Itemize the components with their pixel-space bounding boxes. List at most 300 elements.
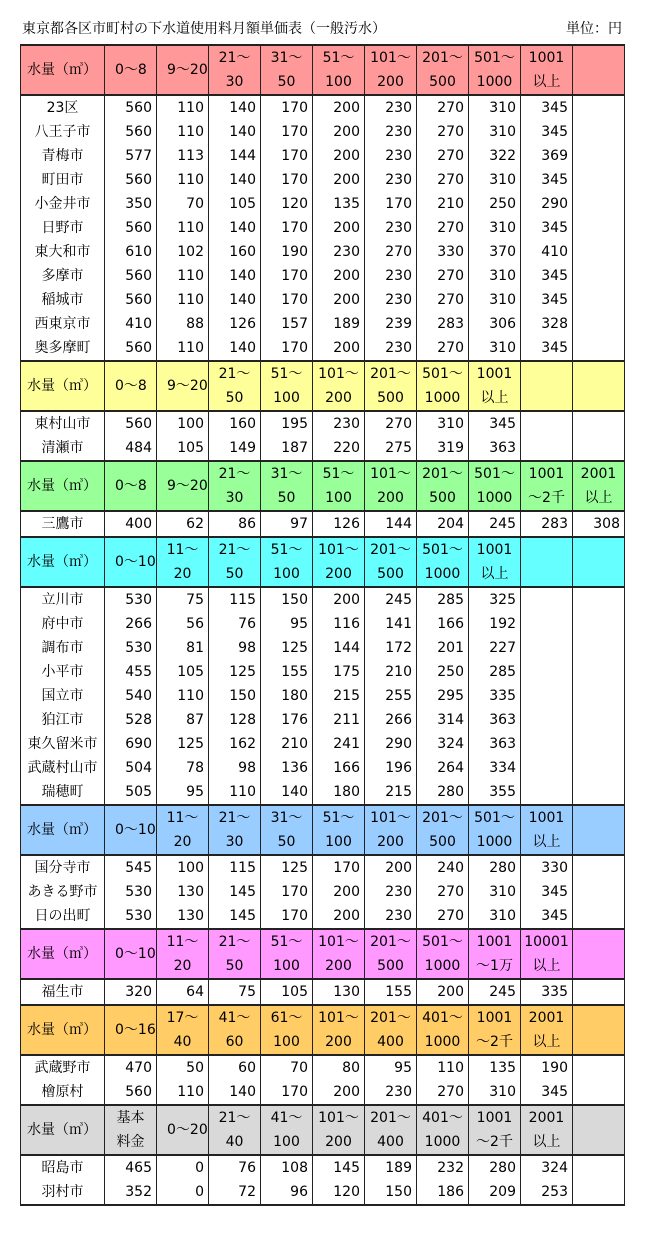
range-end: 500 <box>429 74 456 90</box>
municipality-name: 奥多摩町 <box>21 336 105 361</box>
range-end: 1000 <box>476 834 513 850</box>
rate-cell: 95 <box>365 1055 417 1080</box>
range-end: 以上 <box>532 1034 561 1050</box>
rate-cell <box>521 684 573 708</box>
rate-cell: 81 <box>157 636 209 660</box>
volume-range-header <box>573 361 625 411</box>
rate-cell: 330 <box>417 240 469 264</box>
rate-cell: 270 <box>417 120 469 144</box>
volume-range-header <box>365 45 417 95</box>
rate-cell: 270 <box>365 411 417 436</box>
rate-cell: 100 <box>157 855 209 880</box>
range-start: 201～ <box>422 466 463 482</box>
rate-cell: 162 <box>209 732 261 756</box>
volume-range-header <box>209 805 261 855</box>
range-end: 500 <box>429 834 456 850</box>
rate-cell: 275 <box>365 436 417 461</box>
municipality-name: 昭島市 <box>21 1155 105 1180</box>
rate-cell: 230 <box>313 411 365 436</box>
rate-cell: 144 <box>365 511 417 537</box>
rate-cell: 110 <box>157 95 209 120</box>
rate-cell: 97 <box>261 511 313 537</box>
rate-cell: 180 <box>261 684 313 708</box>
volume-range-header <box>417 1105 469 1155</box>
rate-cell <box>573 855 625 880</box>
rate-cell: 310 <box>469 168 521 192</box>
volume-range-header <box>209 461 261 511</box>
rate-cell: 530 <box>105 904 157 929</box>
rate-cell: 135 <box>469 1055 521 1080</box>
rate-cell: 113 <box>157 144 209 168</box>
rate-cell: 60 <box>209 1055 261 1080</box>
range-end: ～2千 <box>528 490 565 506</box>
rate-cell <box>573 264 625 288</box>
rate-cell <box>521 780 573 805</box>
range-end: 100 <box>325 834 352 850</box>
table-row <box>21 732 625 756</box>
rate-cell: 160 <box>209 411 261 436</box>
range-start: 1001 <box>528 466 565 482</box>
range-start: 2001 <box>528 1010 565 1026</box>
rate-cell: 345 <box>521 216 573 240</box>
rate-cell: 200 <box>313 288 365 312</box>
rate-cell: 75 <box>209 979 261 1005</box>
rate-cell: 126 <box>313 511 365 537</box>
rate-cell: 190 <box>261 240 313 264</box>
rate-cell: 170 <box>261 120 313 144</box>
rate-cell: 95 <box>157 780 209 805</box>
rate-cell: 504 <box>105 756 157 780</box>
range-start: 101～ <box>318 542 359 558</box>
rate-cell: 130 <box>157 880 209 904</box>
municipality-name: 武蔵野市 <box>21 1055 105 1080</box>
volume-range-header <box>209 45 261 95</box>
municipality-name: 青梅市 <box>21 144 105 168</box>
rate-cell: 465 <box>105 1155 157 1180</box>
rate-cell <box>521 612 573 636</box>
volume-range-header <box>521 1005 573 1055</box>
range-start: 21～ <box>218 810 251 826</box>
range-start: 501～ <box>422 934 463 950</box>
rate-cell: 140 <box>209 264 261 288</box>
municipality-name: 稲城市 <box>21 288 105 312</box>
range-start: 21～ <box>218 1110 251 1126</box>
rate-cell: 120 <box>313 1180 365 1205</box>
volume-range-header: 9～20 <box>157 461 209 511</box>
range-start: 10001 <box>524 934 569 950</box>
rate-cell: 110 <box>157 264 209 288</box>
rate-cell: 610 <box>105 240 157 264</box>
range-start: 101～ <box>370 466 411 482</box>
range-start: 501～ <box>422 542 463 558</box>
rate-cell <box>573 1155 625 1180</box>
rate-cell <box>573 660 625 684</box>
range-end: 200 <box>325 958 352 974</box>
rate-cell: 455 <box>105 660 157 684</box>
volume-range-header: 0～8 <box>105 461 157 511</box>
rate-cell: 210 <box>417 192 469 216</box>
rate-cell: 230 <box>365 216 417 240</box>
range-end: 1000 <box>424 958 461 974</box>
municipality-name: 国分寺市 <box>21 855 105 880</box>
rate-cell: 560 <box>105 120 157 144</box>
volume-range-header: 0～8 <box>105 45 157 95</box>
rate-cell: 149 <box>209 436 261 461</box>
volume-range-header <box>521 45 573 95</box>
group-header-row <box>21 45 625 95</box>
volume-range-header <box>417 929 469 979</box>
rate-cell: 115 <box>209 855 261 880</box>
group-header-row <box>21 537 625 587</box>
volume-range-header <box>261 361 313 411</box>
rate-cell: 140 <box>209 168 261 192</box>
range-end: 以上 <box>584 490 613 506</box>
range-start: 51～ <box>270 934 303 950</box>
volume-range-header <box>261 1105 313 1155</box>
range-start: 401～ <box>422 1010 463 1026</box>
municipality-name: 国立市 <box>21 684 105 708</box>
rate-cell <box>573 288 625 312</box>
rate-cell: 330 <box>521 855 573 880</box>
range-start: 21～ <box>218 542 251 558</box>
table-row <box>21 240 625 264</box>
rate-cell <box>573 587 625 612</box>
rate-cell: 105 <box>157 436 209 461</box>
range-end: 30 <box>225 74 244 90</box>
range-end: 50 <box>277 74 296 90</box>
table-row <box>21 979 625 1005</box>
rate-cell: 88 <box>157 312 209 336</box>
rate-cell: 150 <box>261 587 313 612</box>
range-start: 201～ <box>370 1010 411 1026</box>
volume-range-header <box>417 461 469 511</box>
range-start: 31～ <box>270 810 303 826</box>
municipality-name: 檜原村 <box>21 1080 105 1105</box>
rate-cell: 230 <box>365 336 417 361</box>
range-start: 1001 <box>476 366 513 382</box>
table-row <box>21 780 625 805</box>
rate-cell: 400 <box>105 511 157 537</box>
volume-range-header: 9～20 <box>157 361 209 411</box>
rate-cell: 110 <box>157 336 209 361</box>
table-row <box>21 1080 625 1105</box>
volume-range-header <box>469 361 521 411</box>
rate-cell: 320 <box>105 979 157 1005</box>
range-end: 100 <box>273 1134 300 1150</box>
rate-cell: 136 <box>261 756 313 780</box>
volume-label: 水量（㎥） <box>21 45 105 95</box>
rate-cell: 170 <box>261 1080 313 1105</box>
range-start: 1001 <box>476 1110 513 1126</box>
rate-cell: 410 <box>521 240 573 264</box>
municipality-name: 福生市 <box>21 979 105 1005</box>
rate-cell: 560 <box>105 336 157 361</box>
rate-cell: 345 <box>521 168 573 192</box>
rate-cell: 160 <box>209 240 261 264</box>
rate-cell: 266 <box>105 612 157 636</box>
table-row <box>21 436 625 461</box>
volume-range-header <box>521 361 573 411</box>
rate-cell: 56 <box>157 612 209 636</box>
rate-cell <box>573 192 625 216</box>
rate-cell: 141 <box>365 612 417 636</box>
rate-cell: 200 <box>313 587 365 612</box>
rate-cell: 230 <box>365 120 417 144</box>
rate-cell: 270 <box>417 904 469 929</box>
range-end: 40 <box>225 1134 244 1150</box>
volume-range-header <box>313 537 365 587</box>
volume-range-header <box>469 929 521 979</box>
range-end: 60 <box>225 1034 244 1050</box>
rate-cell: 230 <box>313 240 365 264</box>
rate-cell: 345 <box>521 264 573 288</box>
rate-cell: 530 <box>105 636 157 660</box>
volume-range-header <box>157 929 209 979</box>
rate-cell: 345 <box>521 880 573 904</box>
rate-cell: 560 <box>105 168 157 192</box>
rate-cell: 345 <box>521 904 573 929</box>
rate-cell: 176 <box>261 708 313 732</box>
volume-label: 水量（㎥） <box>21 361 105 411</box>
volume-range-header <box>365 1105 417 1155</box>
table-row <box>21 168 625 192</box>
rate-cell: 560 <box>105 95 157 120</box>
table-title: 東京都各区市町村の下水道使用料月額単価表（一般汚水） <box>22 21 386 37</box>
range-start: 201～ <box>370 542 411 558</box>
rate-cell: 200 <box>313 336 365 361</box>
table-row <box>21 880 625 904</box>
rate-cell: 310 <box>469 95 521 120</box>
volume-range-header <box>417 537 469 587</box>
table-row <box>21 336 625 361</box>
range-end: 1000 <box>424 1134 461 1150</box>
group-header-row <box>21 1005 625 1055</box>
table-row <box>21 708 625 732</box>
rate-cell: 306 <box>469 312 521 336</box>
rate-cell: 270 <box>365 240 417 264</box>
rate-cell <box>573 411 625 436</box>
municipality-name: 三鷹市 <box>21 511 105 537</box>
rate-cell: 310 <box>469 264 521 288</box>
rate-cell: 280 <box>469 1155 521 1180</box>
volume-range-header <box>261 929 313 979</box>
volume-range-header <box>313 361 365 411</box>
rate-cell: 220 <box>313 436 365 461</box>
volume-range-header <box>521 537 573 587</box>
group-header-row <box>21 805 625 855</box>
rate-cell: 210 <box>365 660 417 684</box>
rate-cell: 62 <box>157 511 209 537</box>
rate-cell: 310 <box>469 1080 521 1105</box>
volume-range-header <box>521 929 573 979</box>
table-row <box>21 904 625 929</box>
rate-cell: 230 <box>365 880 417 904</box>
rate-cell: 110 <box>157 168 209 192</box>
volume-range-header <box>573 929 625 979</box>
rate-cell: 80 <box>313 1055 365 1080</box>
rate-cell: 72 <box>209 1180 261 1205</box>
range-start: 201～ <box>370 934 411 950</box>
range-start: 17～ <box>166 1010 199 1026</box>
range-start: 41～ <box>218 1010 251 1026</box>
table-row <box>21 511 625 537</box>
range-end: 200 <box>325 390 352 406</box>
rate-cell: 363 <box>469 708 521 732</box>
rate-cell: 140 <box>209 1080 261 1105</box>
rate-cell: 270 <box>417 216 469 240</box>
rate-cell: 470 <box>105 1055 157 1080</box>
rate-cell: 87 <box>157 708 209 732</box>
range-end: 料金 <box>116 1134 145 1150</box>
rate-cell: 140 <box>209 95 261 120</box>
rate-cell: 98 <box>209 756 261 780</box>
range-start: 401～ <box>422 1110 463 1126</box>
rate-cell <box>573 636 625 660</box>
range-end: 1000 <box>424 1034 461 1050</box>
volume-range-header <box>261 537 313 587</box>
rate-cell: 322 <box>469 144 521 168</box>
municipality-name: 羽村市 <box>21 1180 105 1205</box>
municipality-name: 武蔵村山市 <box>21 756 105 780</box>
rate-cell: 319 <box>417 436 469 461</box>
rate-cell <box>573 1180 625 1205</box>
rate-cell: 190 <box>521 1055 573 1080</box>
rate-cell: 245 <box>469 511 521 537</box>
volume-range-header <box>105 1105 157 1155</box>
volume-range-header <box>157 537 209 587</box>
rate-cell: 227 <box>469 636 521 660</box>
volume-range-header <box>469 805 521 855</box>
rate-cell: 285 <box>469 660 521 684</box>
rate-cell: 189 <box>365 1155 417 1180</box>
rate-cell <box>573 1080 625 1105</box>
range-end: 20 <box>173 958 192 974</box>
rate-cell: 270 <box>417 288 469 312</box>
range-start: 1001 <box>476 1010 513 1026</box>
rate-cell: 100 <box>157 411 209 436</box>
rate-cell <box>573 904 625 929</box>
rate-cell <box>573 312 625 336</box>
rate-cell: 200 <box>313 1080 365 1105</box>
range-end: ～1万 <box>476 958 513 974</box>
range-start: 基本 <box>116 1110 145 1126</box>
rate-cell: 170 <box>261 144 313 168</box>
rate-cell: 192 <box>469 612 521 636</box>
rate-cell: 130 <box>313 979 365 1005</box>
range-start: 51～ <box>270 542 303 558</box>
municipality-name: 八王子市 <box>21 120 105 144</box>
rate-cell: 230 <box>365 264 417 288</box>
rate-cell: 120 <box>261 192 313 216</box>
range-end: 50 <box>225 566 244 582</box>
range-end: 200 <box>377 834 404 850</box>
volume-range-header: 9～20 <box>157 45 209 95</box>
volume-range-header <box>469 1105 521 1155</box>
rate-cell: 110 <box>157 1080 209 1105</box>
rate-cell: 232 <box>417 1155 469 1180</box>
rate-cell: 210 <box>261 732 313 756</box>
range-end: 1000 <box>476 490 513 506</box>
volume-range-header <box>469 45 521 95</box>
rate-cell: 201 <box>417 636 469 660</box>
volume-range-header <box>261 461 313 511</box>
rate-cell: 145 <box>209 904 261 929</box>
rate-cell: 290 <box>521 192 573 216</box>
volume-range-header <box>313 1105 365 1155</box>
volume-range-header: 0～10 <box>105 805 157 855</box>
volume-range-header <box>573 1105 625 1155</box>
volume-range-header <box>157 805 209 855</box>
rate-cell: 200 <box>313 144 365 168</box>
municipality-name: 町田市 <box>21 168 105 192</box>
range-start: 31～ <box>270 466 303 482</box>
municipality-name: 東久留米市 <box>21 732 105 756</box>
rate-cell: 310 <box>417 411 469 436</box>
range-end: 40 <box>173 1034 192 1050</box>
rate-cell: 200 <box>313 95 365 120</box>
volume-range-header <box>573 805 625 855</box>
table-row <box>21 120 625 144</box>
range-start: 61～ <box>270 1010 303 1026</box>
volume-range-header <box>261 1005 313 1055</box>
rate-cell: 200 <box>313 120 365 144</box>
rate-cell: 335 <box>469 684 521 708</box>
unit-label: 単位：円 <box>566 21 622 37</box>
rate-cell: 335 <box>521 979 573 1005</box>
rate-cell <box>573 120 625 144</box>
rate-cell: 125 <box>261 636 313 660</box>
rate-cell: 530 <box>105 880 157 904</box>
rate-cell: 200 <box>313 904 365 929</box>
rate-cell: 0 <box>157 1180 209 1205</box>
municipality-name: 立川市 <box>21 587 105 612</box>
rate-cell: 528 <box>105 708 157 732</box>
municipality-name: あきる野市 <box>21 880 105 904</box>
rate-cell: 363 <box>469 436 521 461</box>
rate-cell: 241 <box>313 732 365 756</box>
range-end: 以上 <box>532 1134 561 1150</box>
rate-cell: 50 <box>157 1055 209 1080</box>
rate-cell: 145 <box>209 880 261 904</box>
rate-cell: 105 <box>261 979 313 1005</box>
table-row <box>21 684 625 708</box>
rate-cell: 204 <box>417 511 469 537</box>
rate-cell: 239 <box>365 312 417 336</box>
range-start: 1001 <box>476 542 513 558</box>
rate-cell: 209 <box>469 1180 521 1205</box>
range-end: 200 <box>325 566 352 582</box>
rate-cell: 110 <box>417 1055 469 1080</box>
municipality-name: 調布市 <box>21 636 105 660</box>
rate-cell: 78 <box>157 756 209 780</box>
range-start: 21～ <box>218 934 251 950</box>
rate-cell: 170 <box>261 95 313 120</box>
rate-cell: 280 <box>417 780 469 805</box>
volume-range-header <box>469 461 521 511</box>
range-end: ～2千 <box>476 1034 513 1050</box>
volume-range-header <box>417 805 469 855</box>
range-end: 以上 <box>532 834 561 850</box>
table-row <box>21 756 625 780</box>
rate-cell <box>521 411 573 436</box>
rate-cell: 200 <box>313 168 365 192</box>
rate-cell: 180 <box>313 780 365 805</box>
rate-cell: 166 <box>313 756 365 780</box>
rate-cell: 172 <box>365 636 417 660</box>
rate-cell <box>573 979 625 1005</box>
volume-range-header <box>157 1005 209 1055</box>
volume-range-header <box>313 45 365 95</box>
